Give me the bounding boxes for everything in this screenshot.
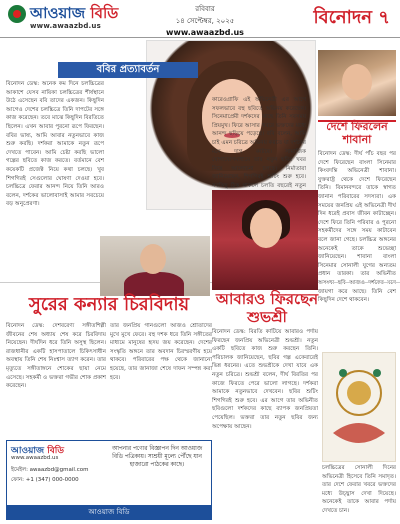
brand-name: আওয়াজ বিডি [30,4,119,22]
brand-url: www.awaazbd.us [30,22,101,30]
paisley-art-icon [323,353,395,461]
ad-message: আপনার পণ্যের বিজ্ঞাপন দিন আওয়াজ বিডি পত্রিকায়। সাশ্রয়ী মূল্যে পৌঁছে যান হাজারো পাঠকের কাছে। [111,446,203,468]
shabana-photo [318,50,396,116]
advertisement-box[interactable] [6,440,212,520]
section-title: বিনোদন ৭ [313,7,390,28]
website-link[interactable]: www.awaazbd.us [166,28,244,37]
article-body-col2: কারেওগ্রাফি এই অভিনেত্রী এর আগে সফলভাবে বহু ছবিতে অভিনয় করেছেন। সিনেমাপ্রেমী দর্শকদের কাছে তিনি সবসময় প্রিয়মুখ। ফিরে আসার খবরে ভক্তদের মধ্যে আনন্দ ছড়িয়ে পড়েছে। ববি বলেন, আমি চাই এমন চরিত্রে অভিনয় করতে যা দর্শকের মনে দাগ কাটবে। সামাজিক যোগাযোগমাধ্যমে তার নতুন ছবির খবর নিয়ে আলোচনা চলছে। নির্মাতারা জানিয়েছেন, শিগগিরই শুটিং শুরু হবে। সবকিছু ঠিক থাকলে চলতি বছরেই নতুন [212,97,306,189]
singer-photo [100,236,210,296]
header-dateline [150,3,260,37]
article-body-col1: বিনোদন ডেস্ক: অনেক কম দিনে চলচ্চিত্রের আকাশে যেসব নায়িকা চলচ্চিত্রের শীর্ষস্থানে উঠে এসেছেন ববি তাদের একজন। কিছুদিন আগেও দেশের চলচ্চিত্রে তিনি দাপটের সঙ্গে কাজ করেছেন। তবে মাঝে কিছুদিন বিরতিতে ছিলেন। এখন আবার পুরনো রূপে ফিরছেন। ববির ভাষ্য, আমি আবার নতুনভাবে কাজ শুরু করছি। দর্শকরা আমাকে নতুন রূপে দেখতে পাবেন। আমি চেষ্টা করছি ভালো গল্পের ছবিতে কাজ করতে। বর্তমানে বেশ কয়েকটি প্রজেক্ট নিয়ে কথা চলছে। খুব শিগগিরই সেগুলোর ঘোষণা দেওয়া হবে। চলচ্চিত্রে ফেরার আনন্দ নিয়ে তিনি আরও বলেন, দর্শকের ভালোবাসাই আমার সবচেয়ে বড় অনুপ্রেরণা। [6,81,104,208]
singer-article-col1: বিনোদন ডেস্ক: দেশবরেণ্য সঙ্গীতশিল্পী জীবনের শেষ অধ্যায় শেষ করে চিরবিদায় নিয়েছেন। দীর্ঘদিন ধরে তিনি অসুস্থ ছিলেন। রাজধানীর একটি হাসপাতালে চিকিৎসাধীন অবস্থায় তিনি শেষ নিঃশ্বাস ত্যাগ করেন। তার মৃত্যুতে সঙ্গীতাঙ্গনে শোকের ছায়া নেমে এসেছে। সহকর্মী ও ভক্তরা গভীর শোক প্রকাশ করেছেন। [6,323,106,390]
singer-article-col2: তার জনপ্রিয় গানগুলো আজও শ্রোতাদের মুখে মুখে ফেরে। বহু দশক ধরে তিনি সঙ্গীতের মাধ্যমে মানুষের হৃদয় জয় করেছেন। দেশের সংস্কৃতি অঙ্গনে তার অবদান চিরস্মরণীয় হয়ে থাকবে। পরিবারের পক্ষ থেকে জানানো হয়েছে, তার জানাজা শেষে দাফন সম্পন্ন করা হবে। [110,323,212,381]
ad-website[interactable]: www.awaazbd.us [11,455,59,461]
flag-icon [8,5,26,23]
ad-footer-band: আওয়াজ বিডি [7,505,211,519]
ad-brand-logo: আওয়াজ বিডি [11,446,65,456]
shabana-article-body: বিনোদন ডেস্ক: দীর্ঘ পাঁচ বছর পর দেশে ফিরেছেন বাংলা সিনেমার কিংবদন্তি অভিনেত্রী শাবানা। যুক্তরাষ্ট্র থেকে দেশে ফিরেছেন তিনি। বিমানবন্দরে তাকে স্বাগত জানান পরিবারের সদস্যরা। এক সময়ের জনপ্রিয় এই অভিনেত্রী দীর্ঘ দিন ধরেই প্রবাস জীবন কাটাচ্ছেন। দেশে ফিরে তিনি পরিবার ও পুরনো সহকর্মীদের সঙ্গে সময় কাটাবেন বলে জানা গেছে। চলচ্চিত্র অঙ্গনের অনেকেই তাকে শুভেচ্ছা জানিয়েছেন। শাবানা বাংলা সিনেমার সোনালী যুগের অন্যতম প্রধান তারকা। তার অভিনীত জায়গা করে আছে। তিনি বেশ কিছুদিন দেশে থাকবেন। [318,151,396,304]
page-header [0,0,400,38]
decorative-art-image [322,352,396,462]
article-headline-subhashree[interactable]: আবারও ফিরছেন শুভশ্রী [215,290,319,326]
issue-date: ১৪ সেপ্টেম্বর, ২০২৫ [175,17,235,25]
article-headline-shabana[interactable]: দেশে ফিরলেন শাবানা [318,120,396,146]
ad-phone: ফোন: +1 (347) 000-0000 [11,477,79,483]
masthead-logo[interactable] [8,2,118,34]
issue-day: রবিবার [195,5,215,13]
shabana-article-body-cont: চলচ্চিত্রের সোনালী দিনের অভিনেত্রী হিসেবে তিনি সমাদৃত। তার দেশে ফেরার খবরে ভক্তদের মধ্যে উচ্ছ্বাস দেখা দিয়েছে। অনেকেই তাকে আবার পর্দায় দেখতে চান। [322,465,396,514]
subhashree-article-body: বিনোদন ডেস্ক: বিরতি কাটিয়ে আবারও পর্দায় ফিরছেন জনপ্রিয় অভিনেত্রী শুভশ্রী। নতুন একটি ছবিতে কাজ শুরু করছেন তিনি। পরিচালক জানিয়েছেন, ছবির গল্প একেবারেই ভিন্ন ধরনের। এতে শুভশ্রীকে দেখা যাবে এক নতুন চরিত্রে। শুভশ্রী বলেন, দীর্ঘ বিরতির পর কাজে ফিরতে পেরে ভালো লাগছে। দর্শকরা আমাকে নতুনভাবে দেখবেন। ছবির শুটিং শিগগিরই শুরু হবে। এর আগে তার অভিনীত ছবিগুলো দর্শকদের কাছে ব্যাপক জনপ্রিয়তা পেয়েছিল। ভক্তরা তার নতুন ছবির জন্য অপেক্ষায় আছেন। [212,329,318,430]
article-headline-singer[interactable]: সুরের কন্যার চিরবিদায় [28,294,190,315]
article-headline-bobby[interactable]: ববির প্রত্যাবর্তন [58,62,198,78]
subhashree-photo [212,190,318,290]
ad-email[interactable]: ইমেইল: awaazbd@gmail.com [11,467,89,473]
